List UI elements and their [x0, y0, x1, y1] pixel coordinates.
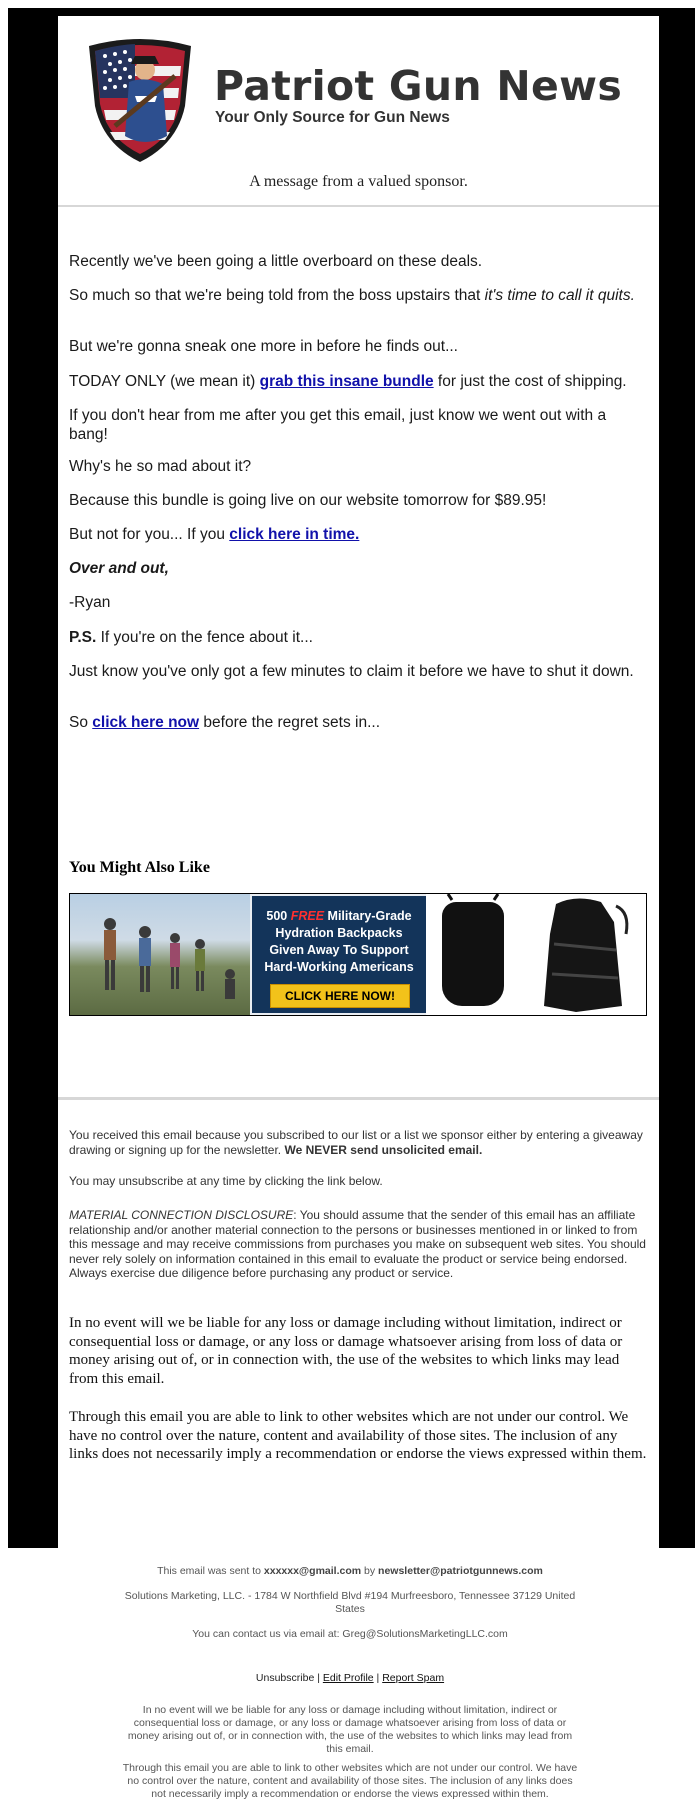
footer-text: This email was sent to: [157, 1565, 264, 1577]
message-text: before the regret sets in...: [199, 714, 381, 731]
message-paragraph: [69, 286, 649, 305]
patriot-shield-logo[interactable]: [85, 36, 195, 164]
message-text: TODAY ONLY (we mean it): [69, 373, 260, 390]
unsubscribe-note: You may unsubscribe at any time by clicking the link below.: [69, 1174, 383, 1188]
footer-links: [120, 1672, 580, 1685]
ad-headline: [252, 908, 426, 976]
message-paragraph: [69, 372, 649, 391]
postscript: [69, 628, 649, 647]
message-paragraph: But we're gonna sneak one more in before he finds out...: [69, 338, 458, 355]
footer-text: by: [361, 1565, 379, 1577]
message-text: So much so that we're being told from the boss upstairs that: [69, 287, 485, 304]
ps-label: P.S.: [69, 629, 97, 646]
header-divider: [58, 205, 659, 207]
link-separator: |: [314, 1672, 323, 1684]
external-links-notice: Through this email you are able to link to other websites which are not under our control. We have no control over the nature, content and availability of those sites. The inclusion of any links does not necessarily imply a recommendation or endorse the views expressed within them.: [69, 1409, 647, 1462]
section-title: You Might Also Like: [69, 859, 210, 876]
message-paragraph: Why's he so mad about it?: [69, 458, 252, 475]
message-paragraph: Just know you've only got a few minutes to claim it before we have to shut it down.: [69, 663, 634, 680]
ad-text: Hydration Backpacks: [275, 926, 403, 940]
contact-line: You can contact us via email at: Greg@SolutionsMarketingLLC.com: [192, 1628, 508, 1640]
recipient-email: xxxxxx@gmail.com: [263, 1565, 362, 1577]
ad-text: 500: [266, 909, 291, 923]
ad-cta-button[interactable]: CLICK HERE NOW!: [270, 984, 410, 1008]
email-frame: [8, 8, 695, 1548]
hikers-photo: [70, 894, 250, 1015]
backpack-ad-banner[interactable]: [69, 893, 647, 1016]
ad-text: Military-Grade: [324, 909, 412, 923]
signoff-text: Over and out,: [69, 560, 169, 577]
edit-profile-link[interactable]: Edit Profile: [322, 1672, 374, 1684]
ad-text: Hard-Working Americans: [264, 960, 414, 974]
brand-title: Patriot Gun News: [214, 62, 623, 110]
message-text: So: [69, 714, 93, 731]
sent-to-line: [120, 1565, 580, 1578]
message-paragraph: [69, 713, 649, 732]
legal-text: : You should assume that the sender of this email has an affiliate relationship and/or another material connection to the persons or businesses mentioned in or linked to from this message and may receive commissions from purchases you make on subsequent web sites. You should never rely solely on information contained in this email to evaluate the product or service being endorsed. Always exercise due diligence before purchasing any product or service.: [69, 1208, 646, 1280]
report-spam-link[interactable]: Report Spam: [382, 1672, 445, 1684]
ad-offer-panel: [252, 896, 426, 1013]
backpack-product-images: [426, 894, 646, 1015]
company-address: Solutions Marketing, LLC. - 1784 W Northfield Blvd #194 Murfreesboro, Tennessee 37129 United States: [124, 1590, 576, 1615]
email-content-panel: [58, 16, 659, 1556]
unsubscribe-link[interactable]: Unsubscribe: [255, 1672, 315, 1684]
signoff: [69, 559, 649, 578]
ad-free-text: FREE: [290, 909, 325, 923]
message-text: But not for you... If you: [69, 526, 230, 543]
sender-email: newsletter@patriotgunnews.com: [378, 1565, 543, 1577]
legal-bold-text: We NEVER send unsolicited email.: [284, 1142, 483, 1157]
liability-notice: In no event will we be liable for any loss or damage including without limitation, indirect or consequential loss or damage, or any loss or damage whatsoever arising from loss of data or money arising out of, or in connection with, the use of the websites to which links may lead from this email.: [69, 1315, 623, 1387]
message-emphasis: it's time to call it quits.: [484, 287, 635, 304]
ad-text: Given Away To Support: [269, 943, 409, 957]
subscription-notice: [69, 1128, 649, 1157]
link-separator: |: [373, 1672, 383, 1684]
footer-liability: In no event will we be liable for any loss or damage including without limitation, indirect or consequential loss or damage, or any loss or damage whatsoever arising from loss of data or money arising out of, or in connection with, the use of the websites to which links may lead from this email.: [127, 1704, 573, 1755]
grab-bundle-link[interactable]: grab this insane bundle: [259, 373, 434, 390]
message-text: If you're on the fence about it...: [96, 629, 313, 646]
message-paragraph: Because this bundle is going live on our website tomorrow for $89.95!: [69, 492, 547, 509]
message-paragraph: Recently we've been going a little overboard on these deals.: [69, 253, 483, 270]
legal-text: You received this email because you subscribed to our list or a list we sponsor either by entering a giveaway drawing or signing up for the newsletter.: [69, 1128, 643, 1157]
footer-divider: [58, 1097, 659, 1100]
message-paragraph: [69, 525, 649, 544]
click-here-in-time-link[interactable]: click here in time.: [229, 526, 360, 543]
material-disclosure: [69, 1208, 649, 1281]
disclosure-label: MATERIAL CONNECTION DISCLOSURE: [69, 1208, 294, 1222]
brand-tagline: Your Only Source for Gun News: [215, 109, 450, 126]
message-text: for just the cost of shipping.: [433, 373, 627, 390]
sponsor-note: A message from a valued sponsor.: [249, 173, 468, 190]
footer-external-links: Through this email you are able to link to other websites which are not under our control. We have no control over the nature, content and availability of those sites. The inclusion of any links does not necessarily imply a recommendation or endorse the views expressed within them.: [122, 1762, 578, 1800]
click-here-now-link[interactable]: click here now: [92, 714, 200, 731]
message-paragraph: If you don't hear from me after you get this email, just know we went out with a bang!: [69, 407, 607, 443]
signature: -Ryan: [69, 594, 111, 611]
